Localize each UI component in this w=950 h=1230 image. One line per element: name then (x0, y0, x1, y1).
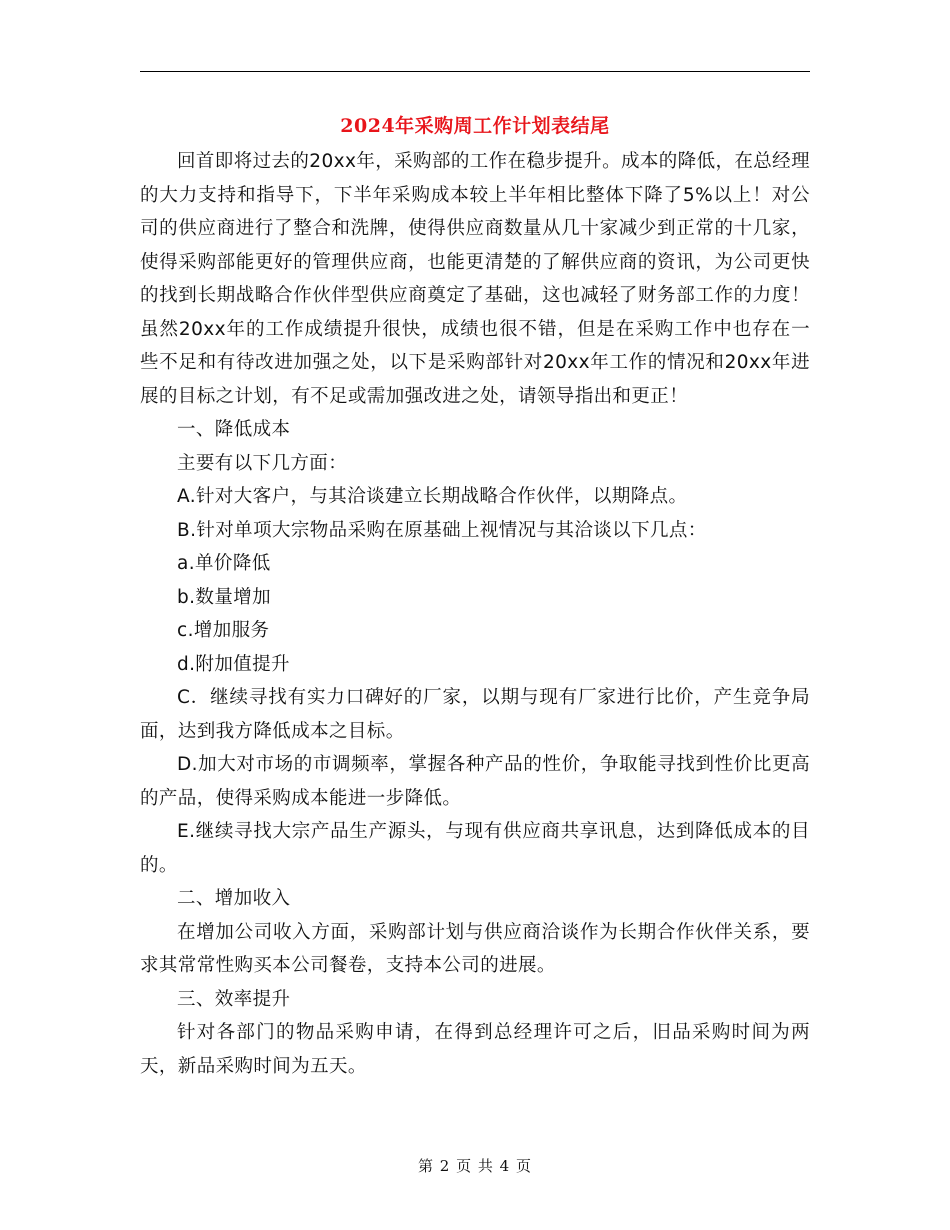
list-item: C．继续寻找有实力口碑好的厂家，以期与现有厂家进行比价，产生竞争局面，达到我方降低成本之目标。 (140, 687, 810, 742)
list-item: A.针对大客户，与其洽谈建立长期战略合作伙伴，以期降点。 (177, 486, 688, 507)
document-title: 2024年采购周工作计划表结尾 (340, 115, 610, 137)
paragraph: 主要有以下几方面： (177, 452, 348, 474)
section-heading-efficiency: 三、效率提升 (177, 988, 291, 1010)
section-heading-reduce-cost: 一、降低成本 (177, 419, 291, 440)
document-body (140, 145, 810, 1083)
page-number-footer: 第 2 页 共 4 页 (418, 1157, 532, 1175)
sub-list-item: d.附加值提升 (177, 653, 290, 675)
paragraph: 针对各部门的物品采购申请，在得到总经理许可之后，旧品采购时间为两天，新品采购时间为五天。 (140, 1022, 810, 1077)
list-item: E.继续寻找大宗产品生产源头，与现有供应商共享讯息，达到降低成本的目的。 (140, 821, 810, 876)
paragraph: 在增加公司收入方面，采购部计划与供应商洽谈作为长期合作伙伴关系，要求其常常性购买本公司餐卷，支持本公司的进展。 (140, 921, 810, 976)
sub-list-item: b.数量增加 (177, 586, 272, 608)
section-heading-increase-income: 二、增加收入 (177, 888, 291, 909)
list-item: D.加大对市场的市调频率，掌握各种产品的性价，争取能寻找到性价比更高的产品，使得采购成本能进一步降低。 (140, 754, 810, 809)
sub-list-item: a.单价降低 (177, 553, 271, 574)
list-item: B.针对单项大宗物品采购在原基础上视情况与其洽谈以下几点： (177, 519, 707, 541)
paragraph-intro: 回首即将过去的20xx年，采购部的工作在稳步提升。成本的降低，在总经理的大力支持和指导下，下半年采购成本较上半年相比整体下降了5%以上！对公司的供应商进行了整合和洗牌，使得供应商数量从几十家减少到正常的十几家，使得采购部能更好的管理供应商，也能更清楚的了解供应商的资讯，为公司更快的找到长期战略合作伙伴型供应商奠定了基础，这也减轻了财务部工作的力度！虽然20xx年的工作成绩提升很快，成绩也很不错，但是在采购工作中也存在一些不足和有待改进加强之处，以下是采购部针对20xx年工作的情况和20xx年进展的目标之计划，有不足或需加强改进之处，请领导指出和更正！ (140, 151, 810, 407)
sub-list-item: c.增加服务 (177, 620, 270, 641)
header-rule (140, 71, 810, 72)
